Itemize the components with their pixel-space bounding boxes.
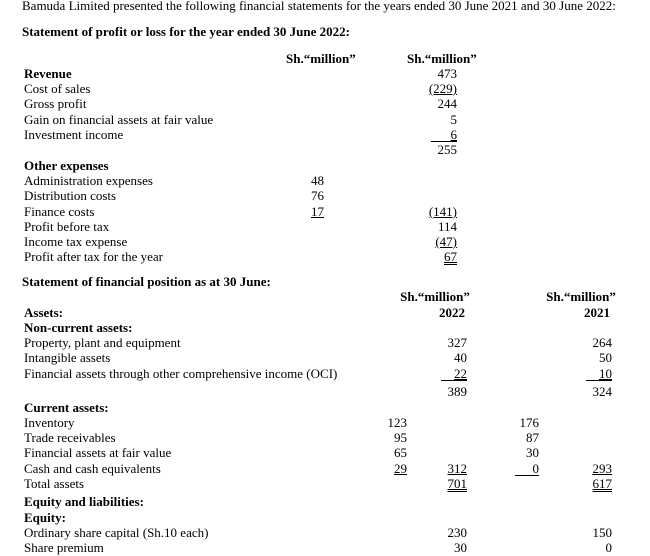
pl-col2-value: 67 [444, 249, 457, 264]
fp-2021-item-value: 176 [519, 415, 539, 430]
pl-row-label: Revenue [24, 66, 72, 81]
fp-2021-year-header: 2021 [584, 305, 610, 320]
pl-col1-value: 48 [311, 173, 324, 188]
profit-loss-title: Statement of profit or loss for the year ended 30 June 2022: [22, 24, 350, 39]
pl-row-label: Gain on financial assets at fair value [24, 112, 214, 127]
pl-row-label: Cost of sales [24, 81, 91, 96]
pl-col2-value: 114 [437, 219, 457, 234]
pl-col2-value: 244 [437, 96, 457, 111]
current-total-2021: 293 [592, 461, 612, 476]
pl-col1-value: 17 [311, 204, 324, 219]
pl-col2-value: (229) [428, 81, 457, 96]
total-assets-2022: 701 [447, 476, 467, 491]
equity-liabilities-heading: Equity and liabilities: [24, 494, 144, 509]
underline-rule [441, 380, 467, 381]
fp-row-label: Trade receivables [24, 430, 116, 445]
pl-col2-value: 5 [450, 112, 457, 127]
pl-col2-value: (141) [428, 204, 457, 219]
fp-2022-value: 230 [447, 525, 467, 540]
pl-row-label: Profit after tax for the year [24, 249, 163, 264]
fp-2022-item-value: 123 [387, 415, 407, 430]
current-total-2022: 312 [447, 461, 467, 476]
other-expenses-heading: Other expenses [24, 158, 109, 173]
pl-row-label: Profit before tax [24, 219, 110, 234]
fp-2022-value: 22 [454, 366, 467, 381]
fp-2022-value: 327 [447, 335, 467, 350]
pl-row-label: Administration expenses [24, 173, 153, 188]
fp-row-label: Inventory [24, 415, 75, 430]
fp-2021-value: 0 [605, 540, 612, 555]
fp-row-label: Ordinary share capital (Sh.10 each) [24, 525, 209, 540]
pl-col2-header: Sh.“million” [407, 51, 477, 66]
fp-2021-item-value: 0 [532, 461, 539, 476]
fp-row-label: Financial assets through other comprehensive income (OCI) [24, 366, 338, 381]
fp-2021-item-value: 87 [526, 430, 539, 445]
fp-row-label: Intangible assets [24, 350, 111, 365]
non-current-total-2021: 324 [592, 384, 612, 399]
intro-text: Bamuda Limited presented the following financial statements for the years ended 30 June 2021 and 30 June 2022: [22, 0, 616, 13]
non-current-assets-heading: Non-current assets: [24, 320, 133, 335]
current-assets-heading: Current assets: [24, 400, 109, 415]
fp-2022-value: 30 [454, 540, 467, 555]
pl-row-label: Distribution costs [24, 188, 117, 203]
fp-2022-item-value: 65 [394, 445, 407, 460]
pl-col1-header: Sh.“million” [286, 51, 356, 66]
pl-row-label: Income tax expense [24, 234, 128, 249]
pl-row-label: Investment income [24, 127, 124, 142]
pl-col2-value: 6 [450, 127, 457, 142]
fp-row-label: Property, plant and equipment [24, 335, 181, 350]
fp-row-label: Financial assets at fair value [24, 445, 172, 460]
total-assets-label: Total assets [24, 476, 85, 491]
fp-2022-item-value: 95 [394, 430, 407, 445]
fp-2022-year-header: 2022 [439, 305, 465, 320]
financial-position-title: Statement of financial position as at 30 June: [22, 274, 271, 289]
assets-heading: Assets: [24, 305, 63, 320]
fp-2021-value: 10 [599, 366, 612, 381]
fp-row-label: Share premium [24, 540, 104, 555]
non-current-total-2022: 389 [447, 384, 467, 399]
pl-col2-value: (47) [435, 234, 457, 249]
pl-col1-value: 76 [311, 188, 324, 203]
pl-col2-value: 473 [437, 66, 457, 81]
fp-2021-value: 264 [592, 335, 612, 350]
total-assets-2021: 617 [592, 476, 612, 491]
fp-2022-item-value: 29 [394, 461, 407, 476]
underline-rule [515, 475, 539, 476]
underline-rule [586, 380, 612, 381]
fp-2021-unit-header: Sh.“million” [546, 289, 616, 304]
fp-2021-value: 50 [599, 350, 612, 365]
fp-2021-value: 150 [592, 525, 612, 540]
fp-2022-unit-header: Sh.“million” [400, 289, 470, 304]
fp-row-label: Cash and cash equivalents [24, 461, 161, 476]
pl-row-label: Finance costs [24, 204, 95, 219]
equity-heading: Equity: [24, 510, 66, 525]
pl-subtotal-value: 255 [437, 142, 457, 157]
fp-2022-value: 40 [454, 350, 467, 365]
fp-2021-item-value: 30 [526, 445, 539, 460]
pl-row-label: Gross profit [24, 96, 87, 111]
